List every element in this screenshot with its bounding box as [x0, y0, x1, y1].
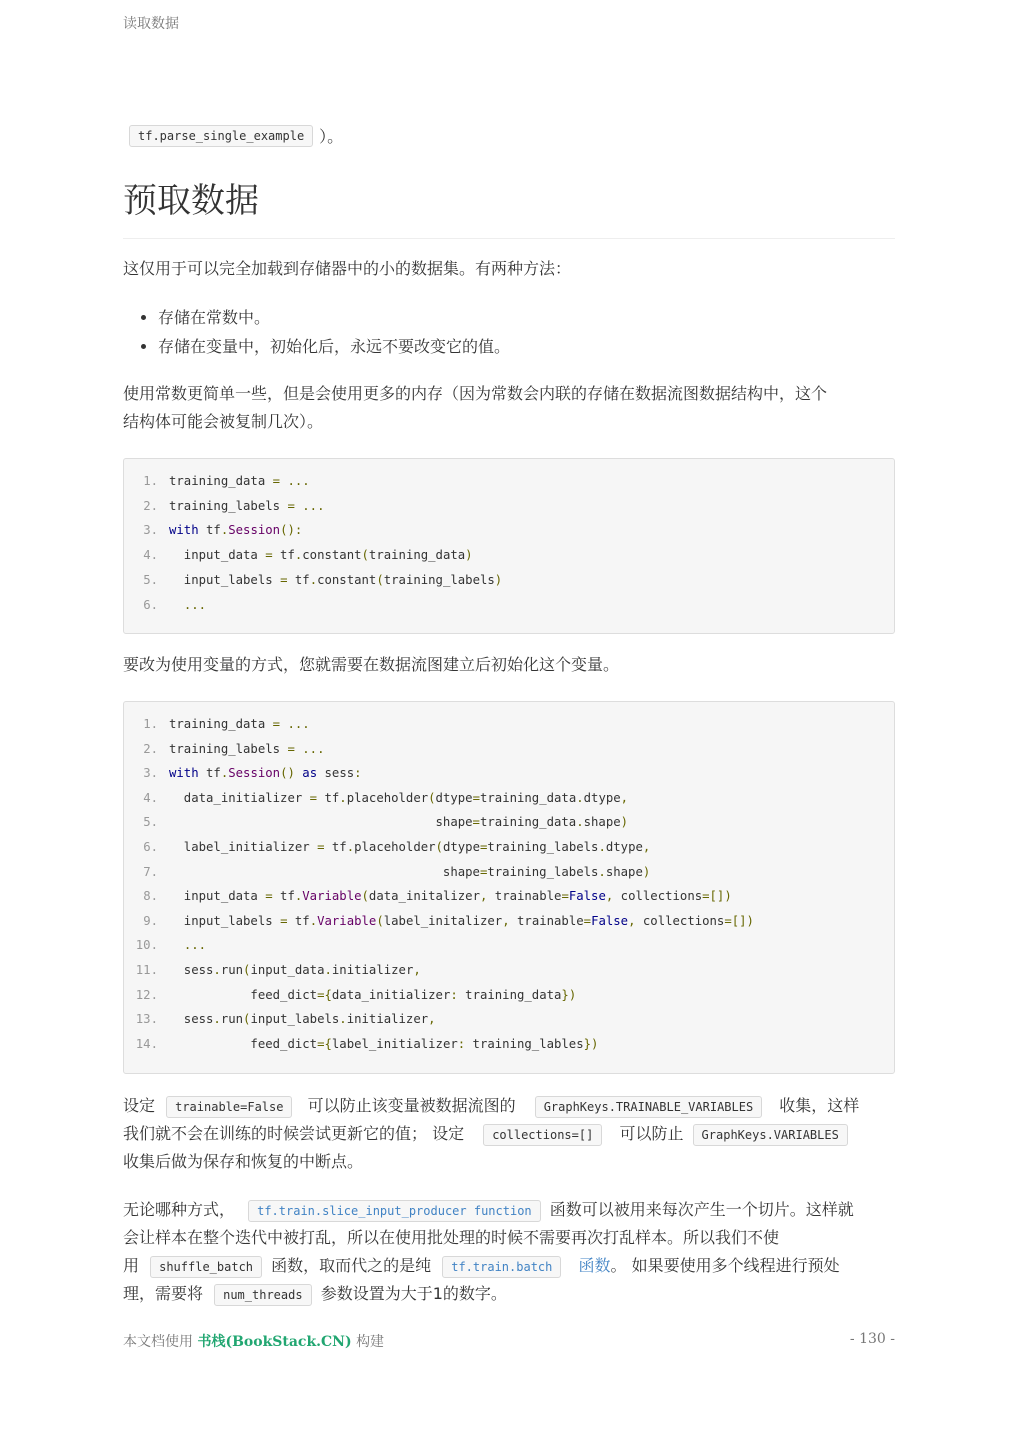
code-token: dtype	[605, 840, 643, 854]
continued-paragraph-fragment	[129, 124, 343, 147]
code-token: input_data	[169, 889, 266, 904]
code-token: )	[465, 548, 473, 563]
paragraph-line: 理，需要将 num_threads 参数设置为大于1的数字。	[123, 1280, 507, 1308]
code-token: Variable	[302, 889, 362, 904]
code-token: .	[339, 790, 347, 805]
intro-paragraph: 这仅用于可以完全加载到存储器中的小的数据集。有两种方法：	[123, 259, 572, 278]
code-token: .	[576, 790, 584, 805]
code-token: feed_dict	[169, 987, 318, 1002]
code-line	[124, 494, 325, 518]
code-token: =	[472, 790, 480, 805]
code-token: Variable	[317, 913, 377, 928]
code-token: dtype	[435, 790, 473, 805]
code-token: })	[561, 987, 577, 1002]
code-token: (	[376, 572, 384, 587]
code-token: =[])	[702, 889, 732, 904]
code-token: .	[220, 766, 229, 781]
code-token: .	[294, 548, 303, 563]
code-line	[124, 909, 754, 933]
code-token: tf	[272, 548, 295, 563]
code-token: training_data	[479, 790, 577, 805]
code-token: label_initializer	[169, 840, 318, 854]
code-token: tf	[324, 840, 347, 854]
code-token: input_data	[169, 548, 266, 563]
code-token: sess	[317, 766, 355, 781]
line-number: 4.	[143, 548, 158, 563]
document-page	[123, 0, 895, 1440]
code-line	[124, 933, 206, 957]
code-block-constants	[123, 458, 895, 634]
line-number: 6.	[143, 840, 158, 854]
code-token: training_lables	[465, 1036, 584, 1051]
code-token	[169, 938, 184, 952]
code-token: training_labels	[487, 864, 599, 879]
code-token: with	[169, 523, 199, 538]
code-token: ,	[620, 790, 629, 805]
code-token: placeholder	[346, 790, 429, 805]
code-token: ():	[280, 523, 303, 538]
code-token: =	[472, 815, 480, 830]
code-token: training_labels	[169, 498, 288, 513]
code-token: data_initializer	[331, 987, 451, 1002]
line-number: 3.	[143, 766, 158, 781]
inline-code: num_threads	[214, 1284, 311, 1306]
code-token: input_labels	[169, 913, 281, 928]
code-token: ,	[642, 840, 651, 854]
line-number: 8.	[143, 889, 158, 904]
code-token: data_initalizer	[368, 889, 480, 904]
code-token: =	[479, 840, 488, 854]
code-token: label_initalizer	[383, 913, 503, 928]
code-token: :	[457, 1036, 466, 1051]
code-token: ,	[605, 889, 614, 904]
code-token: =	[309, 790, 318, 805]
paragraph-line: 会让样本在整个迭代中被打乱，所以在使用批处理的时候不需要再次打乱样本。所以我们不使	[123, 1228, 780, 1247]
code-token: Session	[228, 523, 281, 538]
code-token: .	[324, 963, 332, 977]
code-line	[124, 568, 502, 592]
code-token: =	[583, 913, 592, 928]
code-token: .	[220, 523, 229, 538]
code-token: (	[361, 548, 369, 563]
code-token: :	[450, 987, 458, 1002]
code-token: (	[361, 889, 369, 904]
code-token: .	[346, 840, 355, 854]
code-token: .	[598, 864, 606, 879]
code-token: collections	[613, 889, 703, 904]
code-token: (	[243, 963, 251, 977]
code-token: collections	[635, 913, 725, 928]
line-number: 3.	[143, 523, 158, 538]
line-number: 5.	[143, 815, 158, 830]
inline-code: tf.parse_single_example	[129, 125, 313, 147]
code-token: ()	[280, 766, 295, 781]
code-token: .	[598, 840, 606, 854]
line-number: 6.	[143, 597, 158, 612]
code-line	[124, 518, 302, 542]
code-token: ,	[479, 889, 488, 904]
inline-code: GraphKeys.VARIABLES	[693, 1124, 848, 1146]
fragment-tail: ）。	[319, 127, 344, 146]
code-token: tf	[198, 766, 221, 781]
code-token: input_labels	[250, 1012, 340, 1027]
code-token: training_data	[169, 474, 273, 488]
code-token: = ...	[287, 498, 325, 513]
paragraph-line: 用 shuffle_batch 函数，取而代之的是纯 tf.train.batch 函数。 如果要使用多个线程进行预处	[123, 1252, 840, 1280]
code-token: tf	[287, 913, 310, 928]
code-token: })	[583, 1036, 599, 1051]
code-token: )	[642, 864, 651, 879]
inline-code-link[interactable]: tf.train.batch	[442, 1256, 561, 1278]
section-heading: 预取数据	[123, 178, 895, 239]
constants-paragraph	[123, 380, 895, 436]
code-token: = ...	[272, 474, 310, 488]
list-item: • 存储在变量中，初始化后，永远不要改变它的值。	[158, 332, 930, 361]
footer-suffix: 构建	[356, 1334, 385, 1350]
code-token: training_data	[457, 987, 562, 1002]
line-number: 12.	[135, 987, 158, 1002]
code-token: placeholder	[354, 840, 436, 854]
code-block-variables	[123, 701, 895, 1074]
code-token: ,	[428, 1012, 436, 1027]
line-number: 11.	[135, 963, 158, 977]
line-number: 1.	[143, 717, 158, 731]
line-number: 14.	[135, 1036, 158, 1051]
page-footer	[123, 1331, 895, 1351]
methods-list	[123, 303, 930, 361]
paragraph-line: 我们就不会在训练的时候尝试更新它的值； 设定 collections=[] 可以防止 GraphKeys.VARIABLES	[123, 1120, 848, 1148]
code-token: ,	[413, 963, 421, 977]
code-token: shape	[169, 815, 473, 830]
code-token: run	[220, 1012, 244, 1027]
line-number: 1.	[143, 474, 158, 488]
code-token: ={	[317, 987, 332, 1002]
code-token: sess	[169, 1012, 214, 1027]
code-token: trainable	[509, 913, 584, 928]
code-token: .	[309, 572, 318, 587]
code-token: ...	[183, 597, 207, 612]
code-token: constant	[317, 572, 377, 587]
code-token: =[])	[724, 913, 754, 928]
inline-code-link[interactable]: tf.train.slice_input_producer function	[248, 1200, 541, 1222]
line-number: 13.	[135, 1012, 158, 1027]
code-line	[124, 761, 362, 785]
code-token: Session	[228, 766, 281, 781]
code-token: =	[265, 889, 273, 904]
code-token: False	[568, 889, 606, 904]
code-token: .	[213, 963, 221, 977]
code-token: tf	[272, 889, 295, 904]
paragraph-line: 收集后做为保存和恢复的中断点。	[123, 1152, 364, 1171]
code-token: as	[302, 766, 318, 781]
line-number: 4.	[143, 790, 158, 805]
code-token: =	[561, 889, 569, 904]
paragraph-line: 无论哪种方式， tf.train.slice_input_producer function 函数可以被用来每次产生一个切片。这样就	[123, 1196, 854, 1224]
code-token: shape	[169, 864, 480, 879]
inline-code: trainable=False	[166, 1096, 292, 1118]
code-token: dtype	[442, 840, 480, 854]
code-token: initializer	[331, 963, 414, 977]
code-token: =	[280, 913, 288, 928]
line-number: 2.	[143, 741, 158, 756]
code-token: sess	[169, 963, 214, 977]
code-line	[124, 1007, 436, 1031]
code-token: training_labels	[169, 741, 288, 756]
code-token: training_labels	[487, 840, 599, 854]
line-number: 7.	[143, 864, 158, 879]
code-line	[124, 712, 310, 736]
page-number: - 130 -	[849, 1331, 895, 1347]
footer-prefix: 本文档使用	[123, 1334, 193, 1350]
code-token: ={	[317, 1036, 332, 1051]
code-token: = ...	[272, 717, 310, 731]
code-token: shape	[583, 815, 621, 830]
code-token: (	[243, 1012, 251, 1027]
code-token: ,	[628, 913, 636, 928]
code-token: ...	[183, 938, 207, 953]
code-token: (	[376, 913, 384, 928]
code-line	[124, 1032, 598, 1056]
code-token: training_labels	[383, 572, 495, 587]
code-token: =	[265, 548, 273, 563]
code-line	[124, 543, 473, 567]
inline-code: GraphKeys.TRAINABLE_VARIABLES	[535, 1096, 763, 1118]
line-number: 5.	[143, 572, 158, 587]
code-token: training_data	[479, 815, 577, 830]
code-token: run	[220, 963, 244, 977]
code-token: tf	[198, 523, 221, 538]
code-token: dtype	[583, 790, 621, 805]
running-header: 读取数据	[123, 16, 179, 32]
code-token: .	[309, 913, 318, 928]
code-token: label_initializer	[331, 1036, 458, 1051]
code-token: training_data	[169, 717, 273, 731]
line-number: 10.	[135, 938, 158, 953]
line-number: 9.	[143, 913, 158, 928]
code-line	[124, 958, 421, 982]
code-token: = ...	[287, 741, 325, 756]
code-token: .	[213, 1012, 221, 1027]
code-token: input_labels	[169, 572, 281, 587]
inline-code: shuffle_batch	[150, 1256, 262, 1278]
code-token: =	[317, 840, 325, 854]
code-token: .	[339, 1012, 347, 1027]
code-token: constant	[302, 548, 362, 563]
code-token: with	[169, 766, 199, 781]
code-token: feed_dict	[169, 1036, 318, 1051]
code-token: =	[479, 864, 488, 879]
code-token: tf	[287, 572, 310, 587]
list-item: • 存储在常数中。	[158, 303, 930, 332]
code-token: .	[576, 815, 584, 830]
code-token: .	[294, 889, 303, 904]
code-token: False	[591, 913, 629, 928]
code-token: tf	[317, 790, 340, 805]
code-line	[124, 786, 628, 810]
code-line	[124, 983, 576, 1007]
code-line	[124, 469, 310, 493]
code-token: training_data	[368, 548, 466, 563]
code-line	[124, 835, 650, 859]
paragraph-line: 设定 trainable=False 可以防止该变量被数据流图的 GraphKeys.TRAINABLE_VARIABLES 收集，这样	[123, 1092, 859, 1120]
line-number: 2.	[143, 498, 158, 513]
code-line	[124, 884, 732, 908]
footer-brand-link[interactable]: 书栈(BookStack.CN)	[197, 1334, 352, 1350]
function-link[interactable]: 函数	[578, 1256, 611, 1275]
code-line	[124, 737, 325, 761]
code-token	[169, 598, 184, 612]
code-token: (	[435, 840, 443, 854]
code-token: trainable	[487, 889, 562, 904]
code-token: )	[620, 815, 629, 830]
code-token: =	[280, 572, 288, 587]
code-token: input_data	[250, 963, 325, 977]
inline-code: collections=[]	[483, 1124, 602, 1146]
paragraph-line: 结构体可能会被复制几次）。	[123, 412, 324, 431]
code-token: :	[354, 766, 362, 781]
code-line	[124, 810, 628, 834]
code-line	[124, 593, 206, 617]
paragraph-line: 使用常数更简单一些，但是会使用更多的内存（因为常数会内联的存储在数据流图数据结构中，这个	[123, 384, 828, 403]
code-token: (	[428, 790, 436, 805]
code-token: shape	[605, 864, 643, 879]
code-token: )	[494, 572, 503, 587]
code-line	[124, 860, 650, 884]
code-token: ,	[502, 913, 510, 928]
code-token: data_initializer	[169, 790, 310, 805]
code-token: initializer	[346, 1012, 429, 1027]
variables-paragraph: 要改为使用变量的方式，您就需要在数据流图建立后初始化这个变量。	[123, 655, 620, 674]
